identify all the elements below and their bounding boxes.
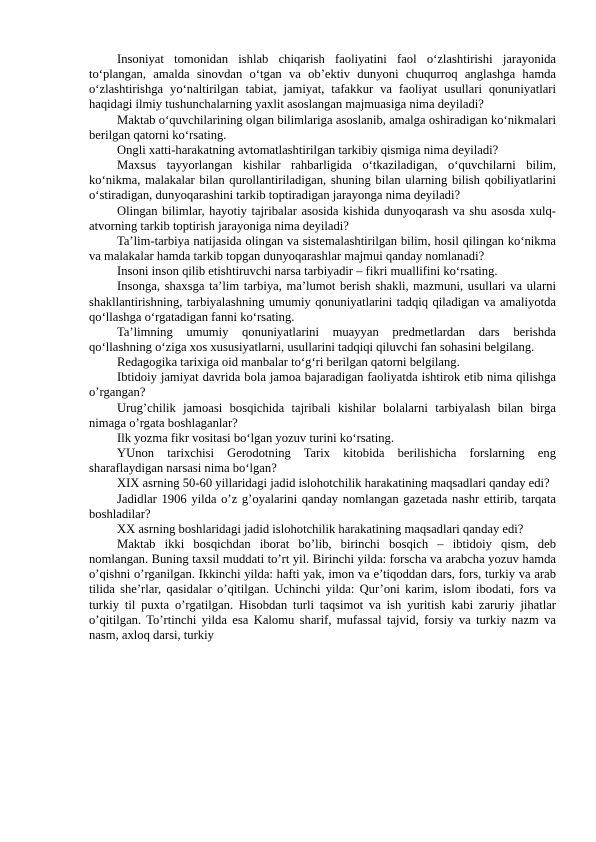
question-paragraph-9: Ta’limning umumiy qonuniyatlarini muayyan predmetlardan dars berishda qo‘llashning o‘ziga xos xususiyatlarni, usullarini tadqiqi qiluvchi fan sohasini belgilang.: [89, 324, 556, 354]
question-paragraph-10: Redagogika tarixiga oid manbalar to‘g‘ri berilgan qatorni belgilang.: [117, 355, 460, 370]
question-paragraph-8: Insonga, shaxsga ta’lim tarbiya, ma’lumot berish shakli, mazmuni, usullari va ularni shakllantirishning, tarbiyalashning umumiy qonuniyatlarini tadqiq qiladigan va amaliyotda qo‘llashga o‘rgatadigan fanni ko‘rsating.: [89, 279, 556, 324]
question-paragraph-13: Ilk yozma fikr vositasi bo‘lgan yozuv turini ko‘rsating.: [117, 430, 395, 445]
question-paragraph-6: Ta’lim-tarbiya natijasida olingan va sistemalashtirilgan bilim, hosil qilingan ko‘nikma va malakalar hamda tarkib topgan dunyoqarashlar majmui qanday nomlanadi?: [89, 233, 556, 264]
question-paragraph-4: Maxsus tayyorlangan kishilar rahbarligida o‘tkaziladigan, o‘quvchilarni bilim, ko‘nikma, malakalar bilan qurollantiriladigan, shuning bilan ularning bilish qobiliyatlarini o‘stiradigan, dunyoqarashini tarkib toptiradigan jarayonga nima deyiladi?: [89, 158, 556, 203]
question-paragraph-14: YUnon tarixchisi Gerodotning Tarix kitobida berilishicha forslarning eng sharaflaydigan narsasi nima bo‘lgan?: [89, 446, 556, 476]
document-page: [89, 52, 556, 643]
question-paragraph-1: Insoniyat tomonidan ishlab chiqarish faoliyatini faol o‘zlashtirishi jarayonida to‘plangan, amalda sinovdan o‘tgan va ob’ektiv dunyoni chuqurroq anglashga hamda o‘zlashtirishga yo‘naltirilgan tabiat, jamiyat, tafakkur va faoliyat usullari qonuniyatlari haqidagi ilmiy tushunchalarning yaxlit asoslangan majmuasiga nima deyiladi?: [89, 52, 556, 112]
question-paragraph-15: XIX asrning 50-60 yillaridagi jadid islohotchilik harakatining maqsadlari qanday edi?: [117, 476, 550, 491]
question-paragraph-5: Olingan bilimlar, hayotiy tajribalar asosida kishida dunyoqarash va shu asosda xulq-atvorning tarkib toptirish jarayoniga nima deyiladi?: [89, 203, 556, 233]
question-paragraph-16: Jadidlar 1906 yilda o’z g’oyalarini qanday nomlangan gazetada nashr ettirib, tarqata boshladilar?: [89, 491, 556, 521]
question-paragraph-2: Maktab o‘quvchilarining olgan bilimlariga asoslanib, amalga oshiradigan ko‘nikmalari berilgan qatorni ko‘rsating.: [89, 112, 556, 142]
question-paragraph-3: Ongli xatti-harakatning avtomatlashtirilgan tarkibiy qismiga nima deyiladi?: [117, 142, 499, 157]
question-paragraph-7: Insoni inson qilib etishtiruvchi narsa tarbiyadir – fikri muallifini ko‘rsating.: [117, 264, 498, 279]
question-paragraph-11: Ibtidoiy jamiyat davrida bola jamoa bajaradigan faoliyatda ishtirok etib nima qilishga o’rgangan?: [89, 370, 556, 400]
question-paragraph-17: XX asrning boshlaridagi jadid islohotchilik harakatining maqsadlari qanday edi?: [117, 521, 524, 536]
question-paragraph-12: Urug’chilik jamoasi bosqichida tajribali kishilar bolalarni tarbiyalash bilan birga nimaga o’rgata boshlaganlar?: [89, 400, 556, 430]
question-paragraph-18: Maktab ikki bosqichdan iborat bo’lib, birinchi bosqich – ibtidoiy qism, deb nomlangan. Buning taxsil muddati to’rt yil. Birinchi yilda: forscha va arabcha yozuv hamda o’qishni o’rganilgan. Ikkinchi yilda: hafti yak, imon va e’tiqoddan dars, fors, turkiy va arab tilida she’rlar, qasidalar o’qitilgan. Uchinchi yilda: Qur’oni karim, islom ibodati, fors va turkiy til puxta o’rgatilgan. Hisobdan turli taqsimot va ish yuritish kabi zaruriy jihatlar o’qitilgan. To’rtinchi yilda esa Kalomu sharif, mufassal tajvid, forsiy va turkiy nazm va nasm, axloq darsi, turkiy: [89, 537, 556, 642]
